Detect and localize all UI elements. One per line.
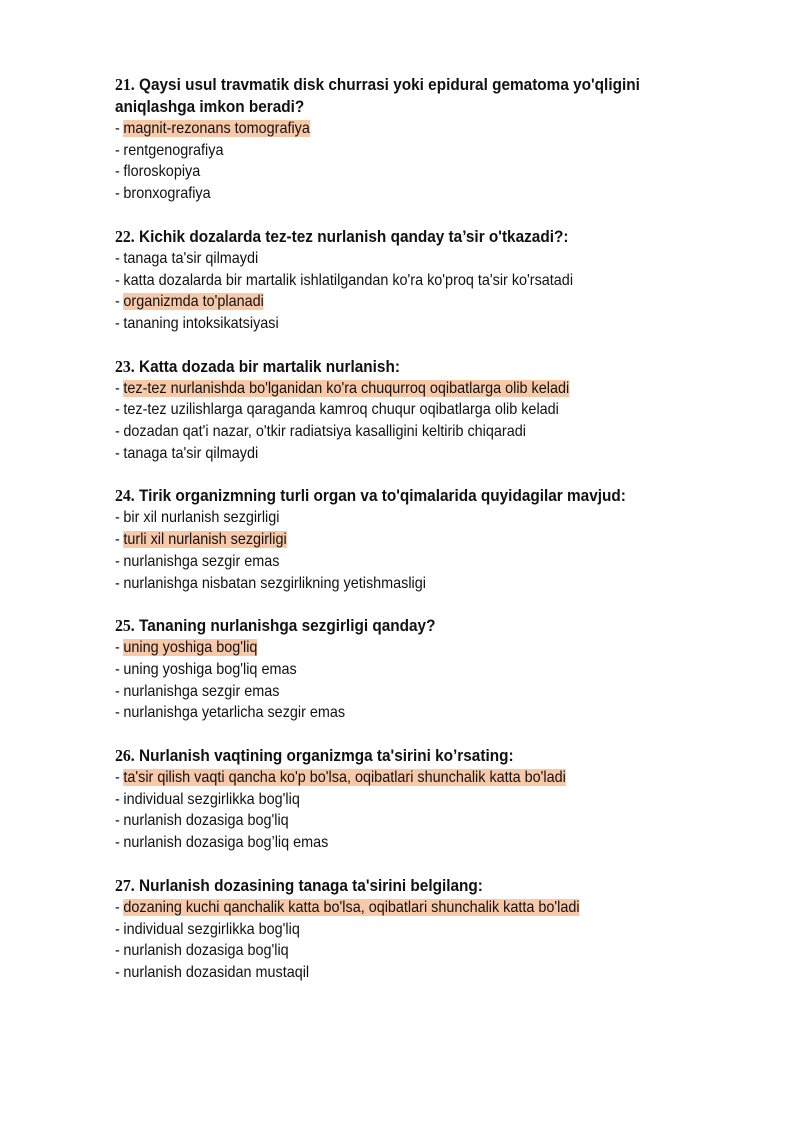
option-dash: - xyxy=(115,444,120,462)
answer-option xyxy=(115,681,709,703)
option-dash: - xyxy=(115,120,120,137)
question-27 xyxy=(115,875,775,984)
option-text: uning yoshiga bog'liq xyxy=(123,639,258,657)
option-dash: - xyxy=(115,314,120,332)
option-dash: - xyxy=(115,574,120,592)
option-dash: - xyxy=(115,401,120,419)
answer-option xyxy=(115,573,709,595)
question-number: 21. xyxy=(115,75,135,94)
question-title xyxy=(115,356,650,378)
option-dash: - xyxy=(115,293,120,311)
option-dash: - xyxy=(115,682,120,700)
option-text: nurlanish dozasiga bog’liq emas xyxy=(123,834,329,852)
answer-option-highlighted xyxy=(115,291,709,313)
question-text: Qaysi usul travmatik disk churrasi yoki epidural gematoma yo'qligini aniqlashga imkon beradi? xyxy=(115,76,640,116)
option-text: katta dozalarda bir martalik ishlatilgandan ko'ra ko'proq ta'sir ko'rsatadi xyxy=(123,271,574,289)
option-dash: - xyxy=(115,812,120,830)
answer-option xyxy=(115,702,709,724)
answer-option xyxy=(115,313,709,335)
option-dash: - xyxy=(115,163,120,181)
option-text: rentgenografiya xyxy=(123,141,224,159)
question-title xyxy=(115,875,650,897)
option-text: nurlanishga sezgir emas xyxy=(123,682,280,700)
answer-option xyxy=(115,940,709,962)
question-23 xyxy=(115,356,775,465)
answer-option xyxy=(115,270,709,292)
option-text: nurlanish dozasidan mustaqil xyxy=(123,963,310,981)
question-25 xyxy=(115,615,775,724)
answer-option xyxy=(115,810,709,832)
option-text: nurlanishga yetarlicha sezgir emas xyxy=(123,704,346,722)
question-26 xyxy=(115,745,775,854)
answer-option-highlighted xyxy=(115,529,709,551)
question-title xyxy=(115,615,650,637)
option-text: dozaning kuchi qanchalik katta bo'lsa, oqibatlari shunchalik katta bo'ladi xyxy=(123,898,580,916)
question-text: Tananing nurlanishga sezgirligi qanday? xyxy=(139,617,436,636)
option-text: nurlanishga nisbatan sezgirlikning yetishmasligi xyxy=(123,574,426,592)
question-text: Kichik dozalarda tez-tez nurlanish qanday ta’sir o'tkazadi?: xyxy=(139,227,569,246)
answer-option xyxy=(115,507,709,529)
option-dash: - xyxy=(115,639,120,657)
option-text: floroskopiya xyxy=(123,163,201,181)
option-text: magnit-rezonans tomografiya xyxy=(123,120,310,137)
question-title xyxy=(115,74,650,118)
option-text: nurlanishga sezgir emas xyxy=(123,552,280,570)
option-text: nurlanish dozasiga bog'liq xyxy=(123,942,289,960)
question-text: Nurlanish vaqtining organizmga ta'sirini ko’rsating: xyxy=(139,747,514,766)
answer-option xyxy=(115,183,709,205)
answer-option-highlighted xyxy=(115,767,709,789)
option-dash: - xyxy=(115,531,120,549)
option-dash: - xyxy=(115,769,120,787)
answer-option xyxy=(115,140,709,162)
question-text: Nurlanish dozasining tanaga ta'sirini belgilang: xyxy=(139,876,483,895)
question-number: 26. xyxy=(115,746,135,766)
answer-option xyxy=(115,443,709,465)
option-dash: - xyxy=(115,249,120,267)
question-text: Katta dozada bir martalik nurlanish: xyxy=(139,357,400,376)
question-number: 27. xyxy=(115,875,135,895)
option-text: turli xil nurlanish sezgirligi xyxy=(123,531,287,549)
answer-option-highlighted xyxy=(115,118,709,140)
option-dash: - xyxy=(115,271,120,289)
option-text: nurlanish dozasiga bog'liq xyxy=(123,812,289,830)
answer-option xyxy=(115,832,709,854)
option-dash: - xyxy=(115,185,120,203)
option-dash: - xyxy=(115,379,120,397)
question-title xyxy=(115,226,650,248)
answer-option-highlighted xyxy=(115,378,709,400)
option-dash: - xyxy=(115,920,120,938)
option-text: tanaga ta'sir qilmaydi xyxy=(123,249,259,267)
question-24 xyxy=(115,485,775,594)
option-text: tanaga ta'sir qilmaydi xyxy=(123,444,259,462)
answer-option xyxy=(115,248,709,270)
option-dash: - xyxy=(115,141,120,159)
question-number: 22. xyxy=(115,226,135,246)
option-text: ta'sir qilish vaqti qancha ko'p bo'lsa, oqibatlari shunchalik katta bo'ladi xyxy=(123,769,566,787)
question-22 xyxy=(115,226,775,335)
option-dash: - xyxy=(115,660,120,678)
answer-option xyxy=(115,399,709,421)
option-text: tananing intoksikatsiyasi xyxy=(123,314,279,332)
option-dash: - xyxy=(115,834,120,852)
option-dash: - xyxy=(115,942,120,960)
option-text: tez-tez uzilishlarga qaraganda kamroq chuqur oqibatlarga olib keladi xyxy=(123,401,559,419)
answer-option xyxy=(115,919,709,941)
question-number: 25. xyxy=(115,616,135,636)
answer-option xyxy=(115,161,709,183)
answer-option xyxy=(115,659,709,681)
answer-option xyxy=(115,421,709,443)
question-number: 23. xyxy=(115,356,135,376)
answer-option-highlighted xyxy=(115,897,709,919)
option-dash: - xyxy=(115,509,120,527)
option-dash: - xyxy=(115,423,120,441)
answer-option xyxy=(115,551,709,573)
answer-option-highlighted xyxy=(115,637,709,659)
option-text: bir xil nurlanish sezgirligi xyxy=(123,509,280,527)
question-21 xyxy=(115,74,775,205)
option-text: bronxografiya xyxy=(123,185,211,203)
answer-option xyxy=(115,962,709,984)
option-text: dozadan qat'i nazar, o'tkir radiatsiya kasalligini keltirib chiqaradi xyxy=(123,423,526,441)
option-text: tez-tez nurlanishda bo'lganidan ko'ra chuqurroq oqibatlarga olib keladi xyxy=(123,379,570,397)
question-number: 24. xyxy=(115,486,135,506)
document-page xyxy=(115,74,775,1005)
option-text: individual sezgirlikka bog'liq xyxy=(123,790,300,808)
option-text: individual sezgirlikka bog'liq xyxy=(123,920,300,938)
question-text: Tirik organizmning turli organ va to'qimalarida quyidagilar mavjud: xyxy=(139,487,626,506)
option-text: organizmda to'planadi xyxy=(123,293,264,311)
option-dash: - xyxy=(115,704,120,722)
answer-option xyxy=(115,789,709,811)
option-dash: - xyxy=(115,898,120,916)
option-dash: - xyxy=(115,552,120,570)
option-dash: - xyxy=(115,790,120,808)
question-title xyxy=(115,485,650,507)
question-title xyxy=(115,745,650,767)
option-dash: - xyxy=(115,963,120,981)
option-text: uning yoshiga bog'liq emas xyxy=(123,660,297,678)
